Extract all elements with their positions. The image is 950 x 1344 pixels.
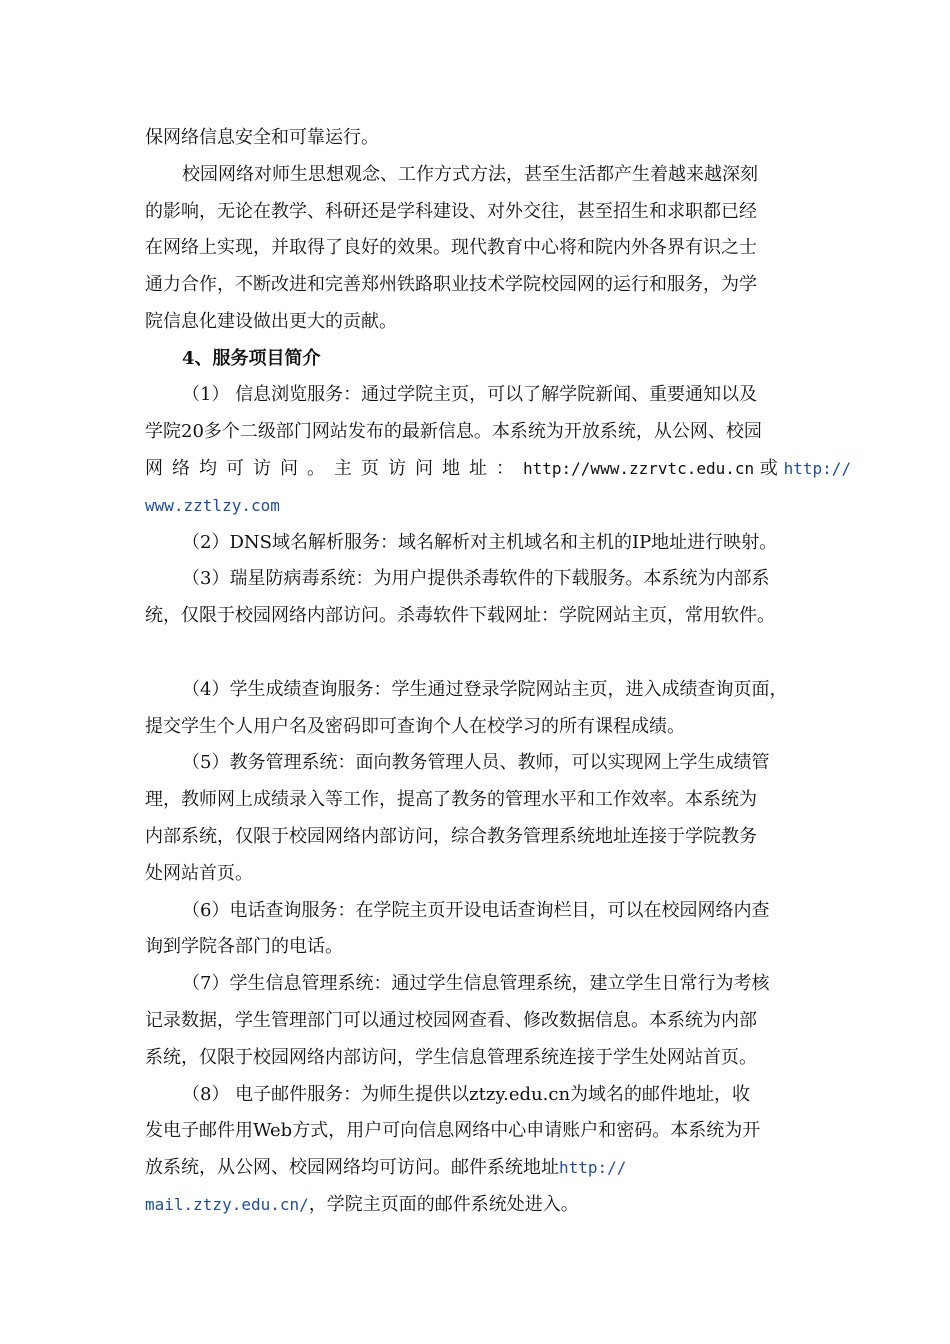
text: 系统，仅限于校园网络内部访问，学生信息管理系统连接于学生处网站首页。 <box>145 1047 757 1068</box>
item-line <box>145 454 950 484</box>
text: （1） 信息浏览服务：通过学院主页，可以了解学院新闻、重要通知以及 <box>182 384 758 405</box>
mail-url-cont[interactable]: mail.ztzy.edu.cn/ <box>145 1195 309 1214</box>
item-line <box>145 491 950 521</box>
item-line <box>145 822 950 852</box>
text: 通力合作，不断改进和完善郑州铁路职业技术学院校园网的运行和服务，为学 <box>145 274 757 295</box>
item-line <box>182 969 950 999</box>
item-line <box>145 1190 950 1220</box>
item-line <box>145 1006 950 1036</box>
text: 提交学生个人用户名及密码即可查询个人在校学习的所有课程成绩。 <box>145 716 685 737</box>
text: 保网络信息安全和可靠运行。 <box>145 127 379 148</box>
paragraph-line <box>145 270 950 300</box>
paragraph-line <box>145 197 950 227</box>
paragraph-line <box>145 307 950 337</box>
text: 理，教师网上成绩录入等工作，提高了教务的管理水平和工作效率。本系统为 <box>145 789 757 810</box>
homepage-url-2-cont[interactable]: www.zztlzy.com <box>145 496 280 515</box>
paragraph-line <box>145 123 950 153</box>
text: 统，仅限于校园网络内部访问。杀毒软件下载网址：学院网站主页，常用软件。 <box>145 605 775 626</box>
text: 内部系统，仅限于校园网络内部访问，综合教务管理系统地址连接于学院教务 <box>145 826 757 847</box>
item-line <box>145 932 950 962</box>
text: （5）教务管理系统：面向教务管理人员、教师，可以实现网上学生成绩管 <box>182 752 770 773</box>
text: 处网站首页。 <box>145 863 253 884</box>
mail-url[interactable]: http:// <box>559 1158 627 1177</box>
text: ，学院主页面的邮件系统处进入。 <box>308 1194 579 1215</box>
text: （3）瑞星防病毒系统：为用户提供杀毒软件的下载服务。本系统为内部系 <box>182 568 770 589</box>
text: （8） 电子邮件服务：为师生提供以ztzy.edu.cn为域名的邮件地址，收 <box>182 1084 751 1105</box>
item-line <box>145 1043 950 1073</box>
text: （7）学生信息管理系统：通过学生信息管理系统，建立学生日常行为考核 <box>182 973 770 994</box>
text: 学院20多个二级部门网站发布的最新信息。本系统为开放系统，从公网、校园 <box>145 421 762 442</box>
item-line <box>145 417 950 447</box>
text: 或 <box>754 458 784 479</box>
paragraph-line <box>182 160 950 190</box>
text: （4）学生成绩查询服务：学生通过登录学院网站主页，进入成绩查询页面， <box>182 679 788 700</box>
text: 放系统，从公网、校园网络均可访问。邮件系统地址 <box>145 1157 559 1178</box>
item-line <box>182 564 950 594</box>
text: 网络均可访问。主页访问地址： <box>145 458 523 479</box>
item-line <box>145 712 950 742</box>
item-line <box>182 380 950 410</box>
item-line <box>145 859 950 889</box>
text: 记录数据，学生管理部门可以通过校园网查看、修改数据信息。本系统为内部 <box>145 1010 757 1031</box>
text: （6）电话查询服务：在学院主页开设电话查询栏目，可以在校园网络内查 <box>182 900 770 921</box>
homepage-url-1[interactable]: http://www.zzrvtc.edu.cn <box>523 459 755 478</box>
item-line <box>182 528 950 558</box>
heading-text: 4、服务项目简介 <box>182 348 321 369</box>
item-line <box>145 1153 950 1183</box>
item-line <box>145 601 950 631</box>
paragraph-line <box>145 233 950 263</box>
text: 询到学院各部门的电话。 <box>145 936 343 957</box>
text: 发电子邮件用Web方式，用户可向信息网络中心申请账户和密码。本系统为开 <box>145 1120 761 1141</box>
item-line <box>182 748 950 778</box>
item-line <box>182 896 950 926</box>
text: 的影响，无论在教学、科研还是学科建设、对外交往，甚至招生和求职都已经 <box>145 201 757 222</box>
item-line <box>145 785 950 815</box>
item-line <box>182 1080 950 1110</box>
text: （2）DNS域名解析服务：域名解析对主机域名和主机的IP地址进行映射。 <box>182 532 778 553</box>
section-heading <box>182 344 950 374</box>
text: 院信息化建设做出更大的贡献。 <box>145 311 397 332</box>
item-line <box>145 1116 950 1146</box>
text: 在网络上实现，并取得了良好的效果。现代教育中心将和院内外各界有识之士 <box>145 237 757 258</box>
homepage-url-2[interactable]: http:// <box>783 459 852 478</box>
text: 校园网络对师生思想观念、工作方式方法，甚至生活都产生着越来越深刻 <box>182 164 758 185</box>
item-line <box>182 675 950 705</box>
